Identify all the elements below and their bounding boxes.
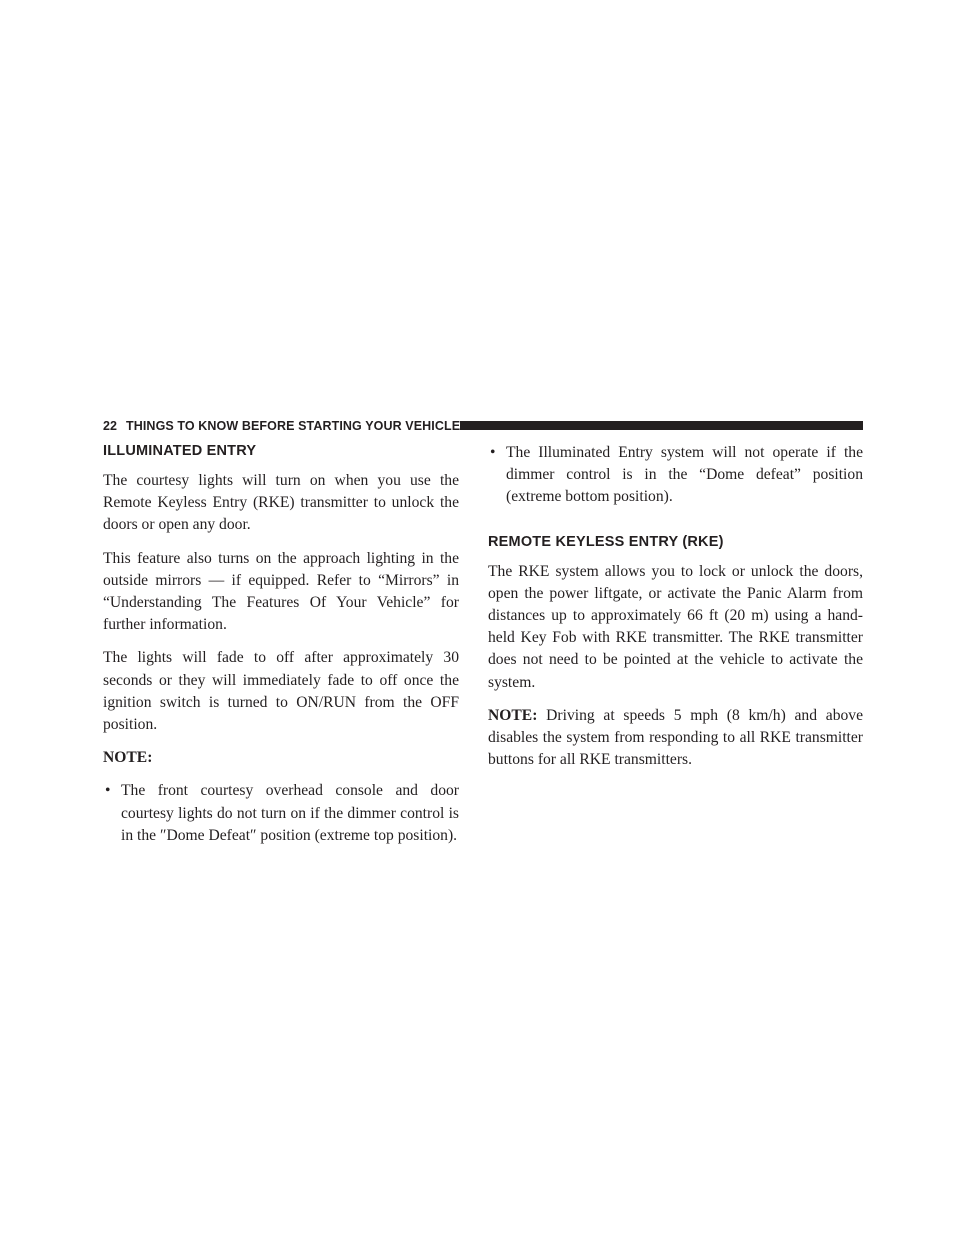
paragraph-approach-lighting: This feature also turns on the approach lighting in the outside mirrors — if equipped. Refer to “Mirrors” in “Understanding The Features Of Your Vehicle” for further information. xyxy=(103,549,459,634)
bullet-text: The front courtesy overhead console and door courtesy lights do not turn on if the dimmer control is in the ″Dome Defeat″ position (extreme top position). xyxy=(121,782,459,844)
page-header xyxy=(103,417,863,439)
paragraph-fade-off: The lights will fade to off after approximately 30 seconds or they will immediately fade to off once the ignition switch is turned to ON/RUN from the OFF position. xyxy=(103,649,459,734)
paragraph-rke-system: The RKE system allows you to lock or unlock the doors, open the power liftgate, or activate the Panic Alarm from distances up to approximately 66 ft (20 m) using a hand-held Key Fob with RKE transmitter. The RKE transmitter does not need to be pointed at the vehicle to activate the system. xyxy=(488,562,863,691)
note-label: NOTE: xyxy=(488,706,538,724)
heading-remote-keyless-entry: REMOTE KEYLESS ENTRY (RKE) xyxy=(488,533,724,550)
note-label: NOTE: xyxy=(103,749,153,767)
paragraph-courtesy-lights: The courtesy lights will turn on when you use the Remote Keyless Entry (RKE) transmitter to unlock the doors or open any door. xyxy=(103,472,459,534)
header-rule xyxy=(460,421,863,430)
note-paragraph xyxy=(488,705,863,772)
bullet-item xyxy=(488,442,863,509)
right-column xyxy=(488,442,863,771)
bullet-dot: • xyxy=(490,444,496,461)
page-number: 22 xyxy=(103,419,118,433)
bullet-text: The Illuminated Entry system will not operate if the dimmer control is in the “Dome defeat” position (extreme bottom position). xyxy=(506,444,863,506)
bullet-dot: • xyxy=(105,782,111,800)
bullet-item xyxy=(103,780,459,847)
note-text: Driving at speeds 5 mph (8 km/h) and above disables the system from responding to all RKE transmitter buttons for all RKE transmitters. xyxy=(488,706,864,769)
heading-illuminated-entry: ILLUMINATED ENTRY xyxy=(103,443,257,459)
section-title: THINGS TO KNOW BEFORE STARTING YOUR VEHICLE xyxy=(126,419,461,433)
left-column xyxy=(103,442,459,847)
